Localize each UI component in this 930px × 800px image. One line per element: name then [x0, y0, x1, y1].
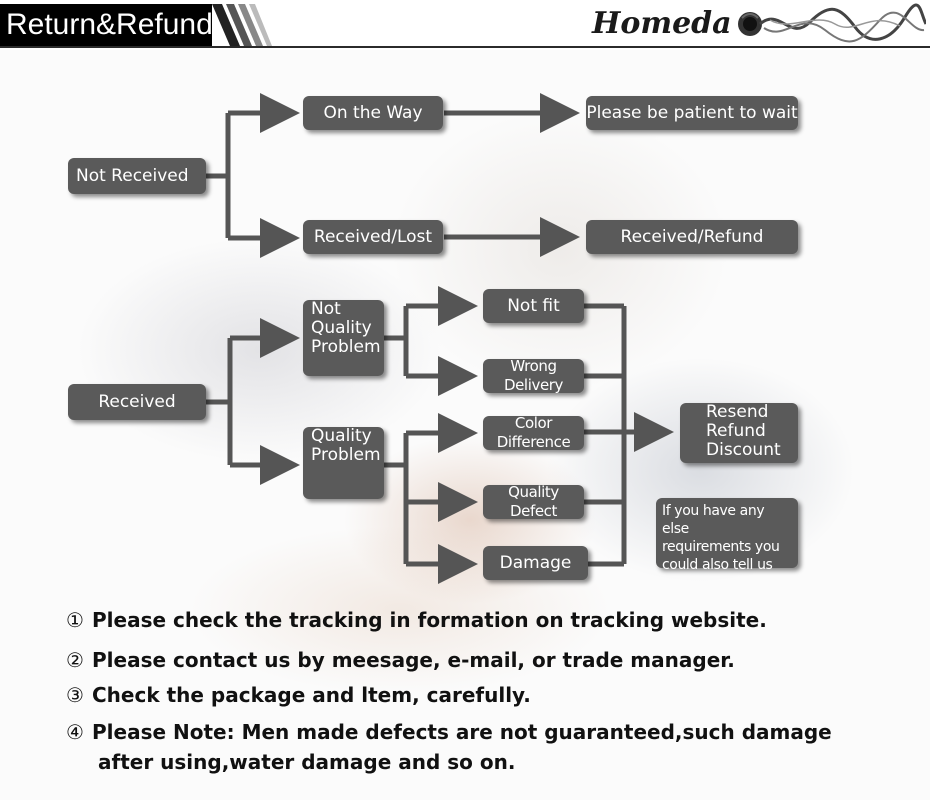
- node-received-refund: Received/Refund: [586, 220, 798, 254]
- node-not-received: Not Received: [68, 158, 206, 194]
- note-number: ④: [66, 720, 84, 744]
- note-text: Please contact us by meesage, e-mail, or trade manager.: [92, 648, 735, 672]
- node-quality-line-2: Problem: [311, 445, 381, 465]
- node-resolution-resend: Resend: [706, 402, 769, 422]
- node-on-the-way: On the Way: [303, 96, 443, 130]
- node-quality-line-1: Quality: [311, 426, 372, 446]
- note-item-4-continued: after using,water damage and so on.: [98, 750, 516, 774]
- note-extra-requirements: [656, 498, 798, 573]
- node-please-wait: Please be patient to wait: [586, 96, 798, 130]
- node-color-difference: Color Difference: [483, 416, 584, 450]
- note-item-4: [66, 720, 832, 744]
- note-number: ①: [66, 608, 84, 632]
- brand-name: Homeda: [592, 6, 732, 41]
- node-resolution-discount: Discount: [706, 440, 781, 460]
- node-resolution: [680, 403, 798, 463]
- rose-ribbon-icon: [730, 2, 926, 46]
- note-item-1: [66, 608, 767, 632]
- node-quality-problem: [303, 427, 384, 499]
- header-divider: [0, 46, 930, 48]
- note-item-3: [66, 683, 531, 707]
- node-not-quality-line-3: Problem: [311, 337, 381, 357]
- node-not-quality-line-2: Quality: [311, 318, 372, 338]
- node-received-lost: Received/Lost: [303, 220, 443, 254]
- note-line-1: If you have any else: [662, 503, 765, 537]
- note-line-2: requirements you: [662, 539, 780, 555]
- note-line-3: could also tell us: [662, 557, 773, 573]
- node-received: Received: [68, 384, 206, 420]
- note-text: Please check the tracking in formation on tracking website.: [92, 608, 767, 632]
- node-not-fit: Not fit: [483, 289, 584, 323]
- note-item-2: [66, 648, 735, 672]
- note-text: Check the package and ltem, carefully.: [92, 683, 531, 707]
- node-not-quality-line-1: Not: [311, 299, 341, 319]
- node-wrong-delivery: Wrong Delivery: [483, 359, 584, 393]
- note-number: ②: [66, 648, 84, 672]
- note-text: Please Note: Men made defects are not guaranteed,such damage: [92, 720, 832, 744]
- node-quality-defect: Quality Defect: [483, 485, 584, 519]
- node-damage: Damage: [483, 546, 588, 580]
- node-resolution-refund: Refund: [706, 421, 766, 441]
- node-not-quality-problem: [303, 300, 384, 376]
- page-title: Return&Refund: [0, 4, 212, 46]
- decorative-stripes-icon: [212, 4, 272, 46]
- note-number: ③: [66, 683, 84, 707]
- header: [0, 0, 930, 50]
